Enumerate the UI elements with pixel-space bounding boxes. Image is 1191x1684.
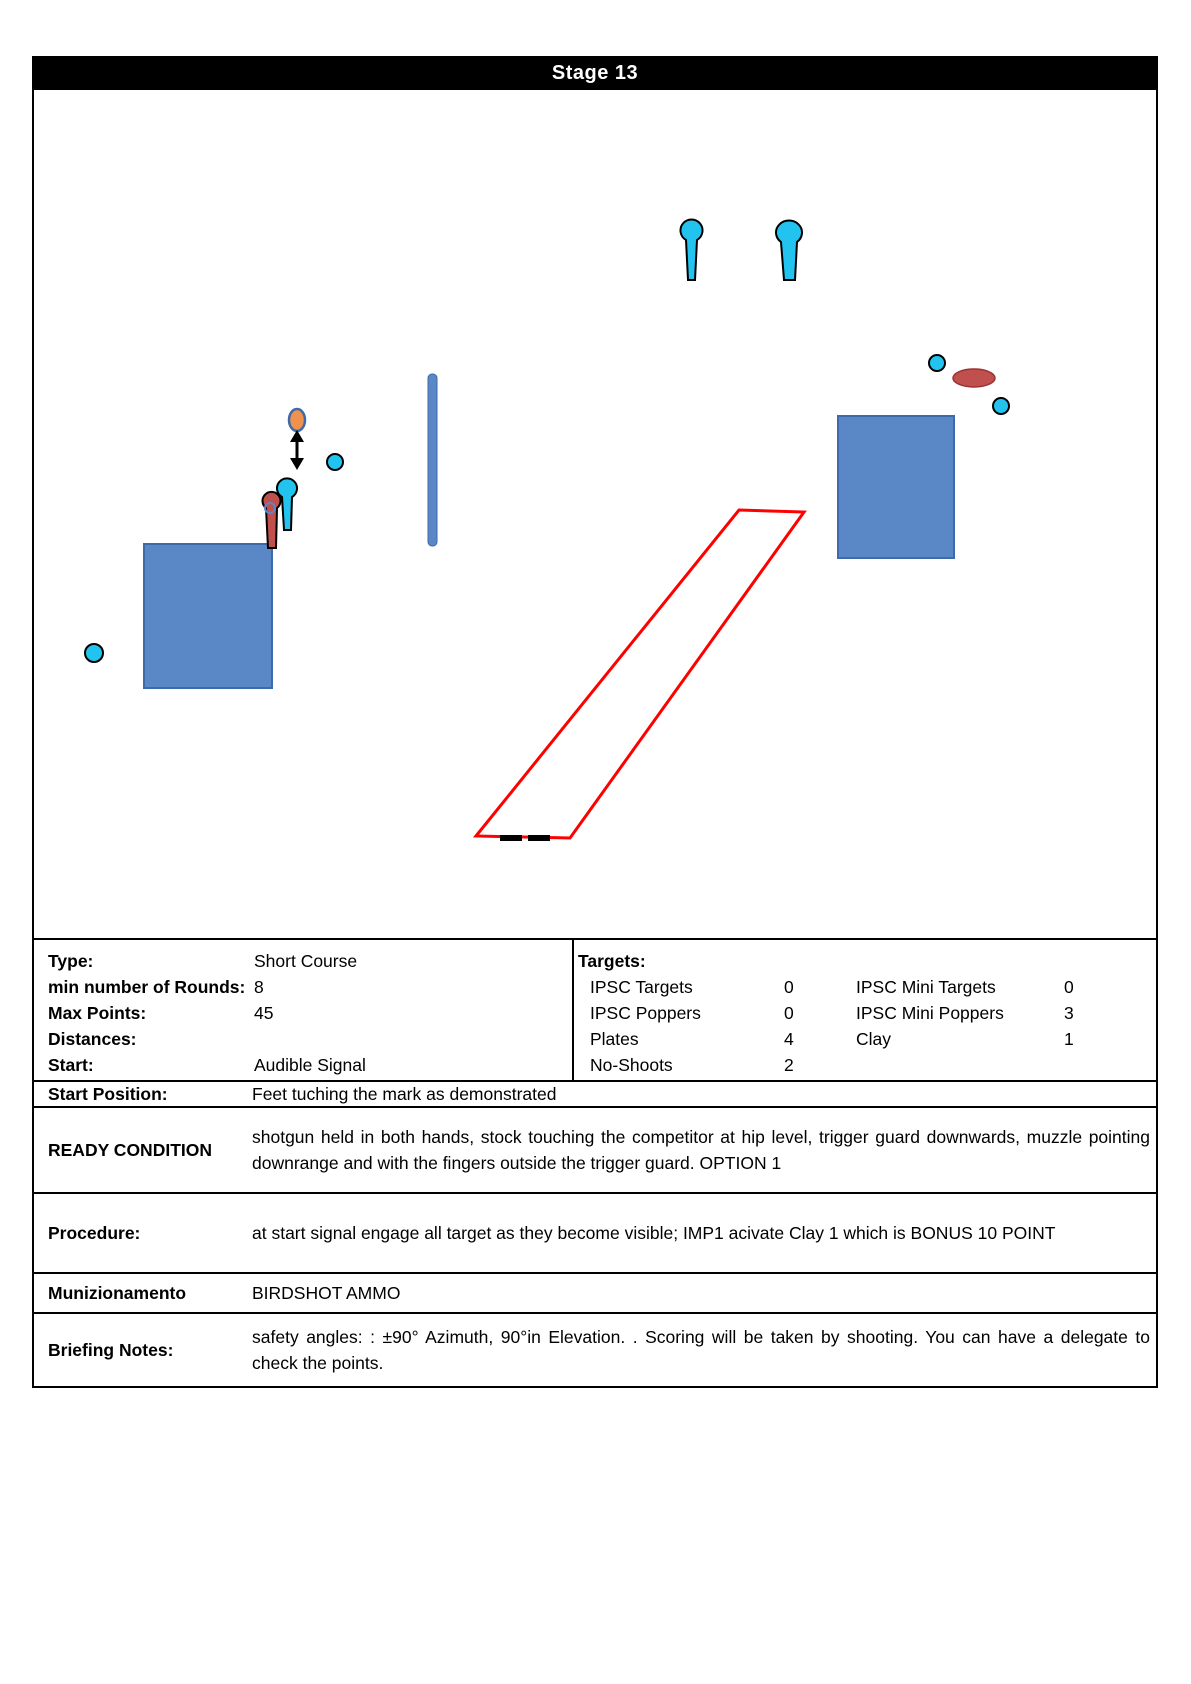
points-label: Max Points: [48,1003,147,1023]
ammo-row [34,1272,1156,1312]
target-count: 0 [784,977,794,997]
start-position-label: Start Position: [48,1083,168,1104]
start-value: Audible Signal [254,1055,366,1075]
target-count: 0 [784,1003,794,1023]
start-mark [528,835,550,841]
start-label: Start: [48,1055,94,1075]
ready-condition-value: shotgun held in both hands, stock touching the competitor at hip level, trigger guard downwards, muzzle pointing downrange and with the fingers outside the trigger guard. OPTION 1 [252,1127,1150,1173]
mini-popper-target [776,221,802,280]
target-name: IPSC Mini Poppers [856,1003,1004,1023]
stage-sheet [32,56,1158,1388]
wall-vertical [428,374,437,546]
barrier-left [144,544,272,688]
points-value: 45 [254,1003,274,1023]
stage-title: Stage 13 [34,58,1156,88]
plate-target [85,644,103,662]
target-count: 0 [1064,977,1074,997]
start-mark [500,835,522,841]
no-shoot-target [263,492,281,548]
target-count: 3 [1064,1003,1074,1023]
rounds-value: 8 [254,977,264,997]
distances-value [254,1026,572,1052]
stage-info [34,938,1156,1080]
target-name: Plates [590,1029,639,1049]
double-arrow-icon [290,430,304,470]
targets-row [578,1052,1156,1078]
procedure-value: at start signal engage all target as they become visible; IMP1 acivate Clay 1 which is BONUS 10 POINT [252,1223,1056,1243]
target-name: IPSC Mini Targets [856,977,996,997]
ammo-label: Munizionamento [48,1282,187,1303]
clay-target [289,409,305,431]
briefing-value: safety angles: : ±90° Azimuth, 90°in Elevation. . Scoring will be taken by shooting. You can have a delegate to check the points. [252,1327,1150,1373]
type-value: Short Course [254,951,358,971]
mini-popper-target [681,219,703,280]
targets-heading: Targets: [578,951,646,971]
targets-row [578,1000,1156,1026]
target-name: IPSC Poppers [590,1003,701,1023]
ready-condition-row [34,1106,1156,1192]
procedure-label: Procedure: [48,1222,141,1243]
targets-panel [574,940,1156,1080]
barrier-right [838,416,954,558]
start-position-row [34,1080,1156,1106]
target-count: 4 [784,1029,794,1049]
ammo-value: BIRDSHOT AMMO [252,1282,401,1303]
targets-row [578,974,1156,1000]
plate-target [327,454,343,470]
plate-target [929,355,945,371]
target-name: No-Shoots [590,1055,673,1075]
stage-info-left [34,940,574,1080]
target-name: Clay [856,1029,892,1049]
procedure-row [34,1192,1156,1272]
distances-label: Distances: [48,1029,137,1049]
target-count: 1 [1064,1029,1074,1049]
stage-diagram-svg [34,90,1156,938]
target-count: 2 [784,1055,794,1075]
rounds-label: min number of Rounds: [48,977,246,997]
shooting-box [476,510,804,838]
briefing-row [34,1312,1156,1386]
start-position-value: Feet tuching the mark as demonstrated [252,1083,557,1104]
type-label: Type: [48,951,94,971]
briefing-label: Briefing Notes: [48,1339,174,1360]
plate-target [993,398,1009,414]
no-shoot-target [953,369,995,387]
targets-row [578,1026,1156,1052]
ready-condition-label: READY CONDITION [48,1139,212,1160]
target-name: IPSC Targets [590,977,693,997]
stage-diagram [34,88,1156,938]
